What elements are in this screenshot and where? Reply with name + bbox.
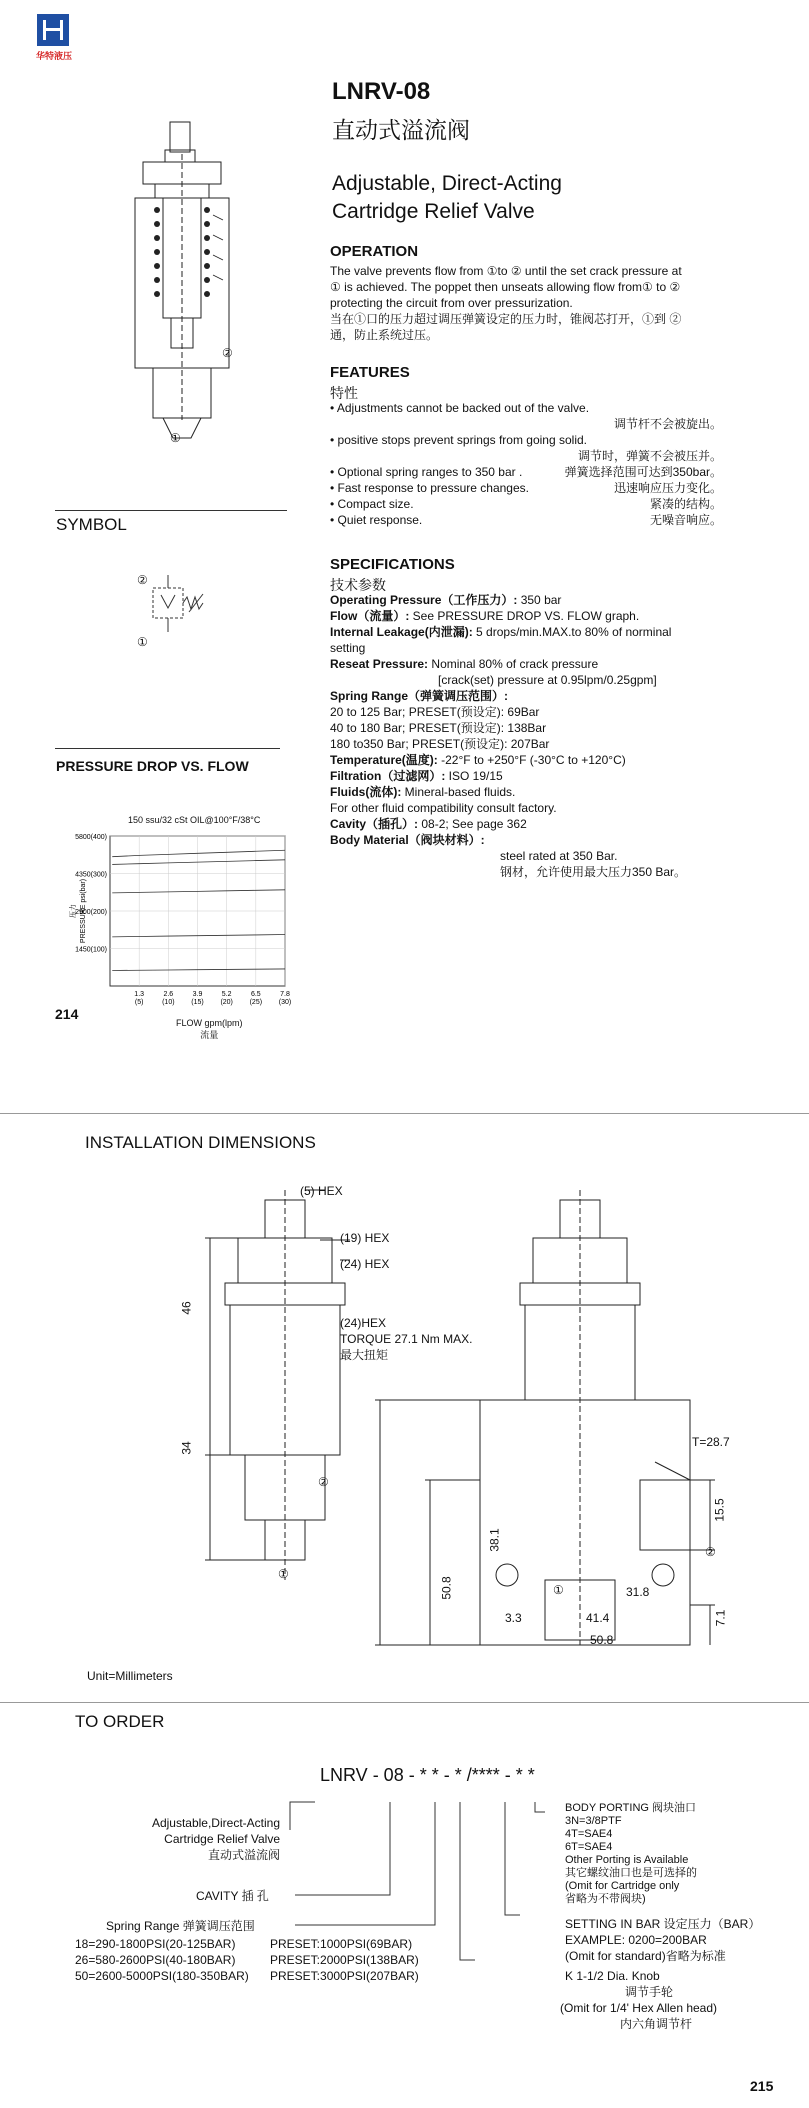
order-spring-range: Spring Range 弹簧调压范围 xyxy=(106,1919,255,1933)
feature-6: • Quiet response. xyxy=(330,513,423,527)
spec-fluid-label: Fluids(流体): xyxy=(330,785,402,799)
feature-1-cn: 调节杆不会被旋出。 xyxy=(613,417,722,431)
install-heading: INSTALLATION DIMENSIONS xyxy=(85,1133,316,1152)
valve-cross-section-drawing xyxy=(115,120,255,450)
spec-spring-1: 20 to 125 Bar; PRESET(预设定): 69Bar xyxy=(330,705,540,719)
chart-x-tick-label: 2.6 xyxy=(163,991,174,998)
page-separator-2 xyxy=(0,1702,809,1703)
feature-6-cn: 无噪音响应。 xyxy=(649,513,722,527)
feature-3-cn: 弹簧选择范围可达到350bar。 xyxy=(564,465,722,479)
order-code: LNRV - 08 - * * - * /**** - * * xyxy=(320,1765,535,1785)
drawing-port-2: ② xyxy=(222,346,233,360)
chart-x-tick-sub-label: (10) xyxy=(162,999,175,1006)
chart-ylabel: PRESSURE psi(bar) xyxy=(80,878,87,944)
spec-leakage xyxy=(330,624,750,640)
symbol-port-1: ① xyxy=(137,635,148,649)
feature-4-cn: 迅速响应压力变化。 xyxy=(613,481,722,495)
title-en xyxy=(332,170,562,226)
spec-body-label: Body Material（阀块材料）: xyxy=(330,833,485,847)
pressure-flow-chart xyxy=(55,826,315,1026)
spec-leak-value: 5 drops/min.MAX.to 80% of norminal xyxy=(472,625,672,639)
chart-x-tick-sub-label: (20) xyxy=(220,999,233,1006)
dim-port1-left: ① xyxy=(278,1567,289,1581)
operation-cn1: 当在①口的压力超过调压弹簧设定的压力时，锥阀芯打开，①到 ② xyxy=(330,312,682,326)
order-knob-omit: (Omit for 1/4' Hex Allen head) xyxy=(560,2001,718,2015)
chart-series-line xyxy=(112,890,285,893)
chart-y-tick-label: 4350(300) xyxy=(75,871,107,879)
feature-3: • Optional spring ranges to 350 bar . xyxy=(330,465,523,479)
spec-fluid-value-2: For other fluid compatibility consult factory. xyxy=(330,801,557,815)
specs-list xyxy=(330,592,750,880)
specs-heading-cn: 技术参数 xyxy=(330,577,386,593)
spec-fluid-value: Mineral-based fluids. xyxy=(401,785,516,799)
chart-x-tick-label: 7.8 xyxy=(280,991,290,998)
order-preset-1: PRESET:1000PSI(69BAR) xyxy=(270,1937,413,1951)
chart-x-tick-label: 6.5 xyxy=(250,991,261,998)
chart-title: 150 ssu/32 cSt OIL@100°F/38°C xyxy=(128,815,261,825)
spec-flow-label: Flow（流量）: xyxy=(330,609,410,623)
feature-2: • positive stops prevent springs from going solid. xyxy=(330,433,587,447)
spec-fluids xyxy=(330,784,750,800)
dim-33: 3.3 xyxy=(505,1611,522,1625)
order-desc-line2: Cartridge Relief Valve xyxy=(164,1832,280,1846)
logo-mark-icon xyxy=(37,14,69,46)
title-en-line2: Cartridge Relief Valve xyxy=(332,200,535,223)
order-knob xyxy=(560,1968,765,2032)
order-preset-2: PRESET:2000PSI(138BAR) xyxy=(270,1953,419,1967)
feature-2-cn: 调节时，弹簧不会被压并。 xyxy=(577,449,722,463)
order-bp-omit: (Omit for Cartridge only xyxy=(565,1880,680,1892)
spec-spring-2: 40 to 180 Bar; PRESET(预设定): 138Bar xyxy=(330,721,547,735)
spec-cav-label: Cavity（插孔）: xyxy=(330,817,419,831)
spec-spring-3: 180 to350 Bar; PRESET(预设定): 207Bar xyxy=(330,737,550,751)
dim-port2-left: ② xyxy=(318,1475,329,1489)
order-spring-options xyxy=(75,1936,455,1984)
spec-filt-value: ISO 19/15 xyxy=(445,769,503,783)
feature-4: • Fast response to pressure changes. xyxy=(330,481,529,495)
features-heading-cn: 特性 xyxy=(330,385,358,401)
spec-body-value-cn: 钢材，允许使用最大压力350 Bar。 xyxy=(500,865,687,879)
order-description xyxy=(100,1815,280,1863)
order-bp-omit-cn: 省略为不带阀块) xyxy=(565,1893,646,1905)
spec-operating-pressure xyxy=(330,592,750,608)
features-list xyxy=(330,400,722,528)
order-setting-omit: (Omit for standard)省略为标准 xyxy=(565,1949,726,1963)
spec-reseat-value: Nominal 80% of crack pressure xyxy=(428,657,599,671)
order-setting-title: SETTING IN BAR 设定压力（BAR） xyxy=(565,1917,761,1931)
chart-x-tick-label: 1.3 xyxy=(134,991,145,998)
order-bp-4t: 4T=SAE4 xyxy=(565,1828,613,1840)
unit-note: Unit=Millimeters xyxy=(87,1669,173,1683)
chart-xlabel-cn: 流量 xyxy=(200,1030,219,1040)
chart-rule xyxy=(55,748,280,749)
chart-x-tick-label: 5.2 xyxy=(221,991,232,998)
spec-temp xyxy=(330,752,750,768)
specs-heading: SPECIFICATIONS xyxy=(330,556,455,573)
feature-5-row xyxy=(330,496,722,512)
operation-line1: The valve prevents flow from ①to ② until the set crack pressure at xyxy=(330,264,682,278)
order-cavity: CAVITY 插 孔 xyxy=(196,1889,269,1903)
order-setting-example: EXAMPLE: 0200=200BAR xyxy=(565,1933,707,1947)
dim-port2-right: ② xyxy=(705,1545,716,1559)
chart-x-tick-sub-label: (25) xyxy=(249,999,263,1006)
dim-torque: TORQUE 27.1 Nm MAX. xyxy=(340,1332,473,1346)
order-body-porting xyxy=(565,1802,697,1906)
chart-x-tick-label: 3.9 xyxy=(192,991,203,998)
order-range-3: 50=2600-5000PSI(180-350BAR) xyxy=(75,1969,249,1983)
feature-5-cn: 紧凑的结构。 xyxy=(649,497,722,511)
spec-leak-label: Internal Leakage(内泄漏): xyxy=(330,625,473,639)
dim-hex5: (5) HEX xyxy=(300,1184,343,1198)
spec-filt-label: Filtration（过滤网）: xyxy=(330,769,446,783)
page-number-215: 215 xyxy=(750,2078,774,2094)
chart-x-tick-sub-label: (5) xyxy=(134,999,144,1006)
title-cn: 直动式溢流阀 xyxy=(332,117,470,143)
chart-series-line xyxy=(112,860,285,865)
feature-6-row xyxy=(330,512,722,528)
dim-381: 38.1 xyxy=(487,1528,502,1552)
drawing-port-1: ① xyxy=(170,431,181,445)
spec-temp-value: -22°F to +250°F (-30°C to +120°C) xyxy=(437,753,626,767)
chart-series-line xyxy=(112,969,285,971)
order-bp-3n: 3N=3/8PTF xyxy=(565,1815,622,1827)
spec-cav-value: 08-2; See page 362 xyxy=(418,817,527,831)
chart-x-tick-sub-label: (30) xyxy=(278,999,292,1006)
order-desc-line1: Adjustable,Direct-Acting xyxy=(151,1816,280,1830)
spec-reseat-value-2: [crack(set) pressure at 0.95lpm/0.25gpm] xyxy=(438,673,657,687)
order-heading: TO ORDER xyxy=(75,1712,165,1731)
title-en-line1: Adjustable, Direct-Acting xyxy=(332,172,562,195)
spec-op-value: 350 bar xyxy=(517,593,562,607)
operation-line2: ① is achieved. The poppet then unseats allowing flow from① to ② xyxy=(330,280,681,294)
spec-filtration xyxy=(330,768,750,784)
order-range-2: 26=580-2600PSI(40-180BAR) xyxy=(75,1953,236,1967)
chart-y-tick-label: 5800(400) xyxy=(75,834,107,841)
dim-46: 46 xyxy=(179,1301,194,1315)
dim-34: 34 xyxy=(179,1441,194,1455)
feature-1: • Adjustments cannot be backed out of the valve. xyxy=(330,401,590,415)
symbol-rule xyxy=(55,510,287,511)
chart-xlabel-en: FLOW gpm(lpm) xyxy=(176,1018,243,1028)
dim-hex24b-text: (24)HEX xyxy=(340,1316,387,1330)
spec-flow xyxy=(330,608,750,624)
spec-leak-value-2: setting xyxy=(330,641,366,655)
order-knob-cn: 调节手轮 xyxy=(625,1985,674,1999)
dim-hex19: (19) HEX xyxy=(340,1231,390,1245)
operation-text xyxy=(330,263,730,343)
order-bp-title: BODY PORTING 阀块油口 xyxy=(565,1802,697,1814)
symbol-heading: SYMBOL xyxy=(56,515,127,534)
chart-series-line xyxy=(112,935,285,937)
dim-508-vertical: 50.8 xyxy=(439,1576,454,1600)
feature-5: • Compact size. xyxy=(330,497,414,511)
spec-body-value: steel rated at 350 Bar. xyxy=(500,849,618,863)
dim-318: 31.8 xyxy=(626,1585,650,1599)
dim-port1-right: ① xyxy=(553,1583,564,1597)
spec-reseat xyxy=(330,656,750,672)
dim-torque-cn: 最大扭矩 xyxy=(340,1348,389,1362)
chart-y-tick-label: 2900(200) xyxy=(75,909,107,916)
order-bp-6t: 6T=SAE4 xyxy=(565,1841,613,1853)
dim-155: 15.5 xyxy=(712,1498,727,1522)
chart-heading: PRESSURE DROP VS. FLOW xyxy=(56,758,249,774)
dim-hex24: (24) HEX xyxy=(340,1257,390,1271)
order-knob-hex-cn: 内六角调节杆 xyxy=(620,2017,693,2031)
chart-y-tick-label: 1450(100) xyxy=(75,946,107,954)
page-number-214: 214 xyxy=(55,1006,79,1022)
order-preset-3: PRESET:3000PSI(207BAR) xyxy=(270,1969,419,1983)
spec-cavity xyxy=(330,816,750,832)
chart-series-line xyxy=(112,850,285,856)
dim-hex24b xyxy=(340,1315,472,1363)
spec-flow-value: See PRESSURE DROP VS. FLOW graph. xyxy=(409,609,640,623)
features-heading: FEATURES xyxy=(330,364,410,381)
dim-414: 41.4 xyxy=(586,1611,610,1625)
spec-spring-label: Spring Range（弹簧调压范围）: xyxy=(330,689,509,703)
page-separator-1 xyxy=(0,1113,809,1114)
feature-3-row xyxy=(330,464,722,480)
chart-x-tick-sub-label: (15) xyxy=(191,999,204,1006)
chart-ylabel-cn: 压力 xyxy=(70,904,77,918)
order-bp-other: Other Porting is Available xyxy=(565,1854,689,1866)
dim-508-horizontal: 50.8 xyxy=(590,1633,614,1647)
operation-heading: OPERATION xyxy=(330,243,419,260)
order-knob-line1: K 1-1/2 Dia. Knob xyxy=(565,1969,660,1983)
dim-t287: T=28.7 xyxy=(692,1435,730,1449)
company-logo xyxy=(28,14,80,68)
symbol-port-2: ② xyxy=(137,573,148,587)
operation-line3: protecting the circuit from over pressurization. xyxy=(330,296,573,310)
model-title: LNRV-08 xyxy=(332,78,431,105)
order-range-1: 18=290-1800PSI(20-125BAR) xyxy=(75,1937,236,1951)
order-desc-cn: 直动式溢流阀 xyxy=(207,1848,280,1862)
spec-op-label: Operating Pressure（工作压力）: xyxy=(330,593,518,607)
spec-temp-label: Temperature(温度): xyxy=(330,753,438,767)
spec-reseat-label: Reseat Pressure: xyxy=(330,657,429,671)
feature-4-row xyxy=(330,480,722,496)
operation-cn2: 通，防止系统过压。 xyxy=(330,328,439,342)
order-bp-other-cn: 其它螺纹油口也是可选择的 xyxy=(565,1867,697,1879)
dim-71: 7.1 xyxy=(713,1609,728,1627)
order-setting xyxy=(565,1916,760,1964)
chart-xlabel xyxy=(176,1018,243,1041)
logo-text: 华特液压 xyxy=(35,51,72,61)
